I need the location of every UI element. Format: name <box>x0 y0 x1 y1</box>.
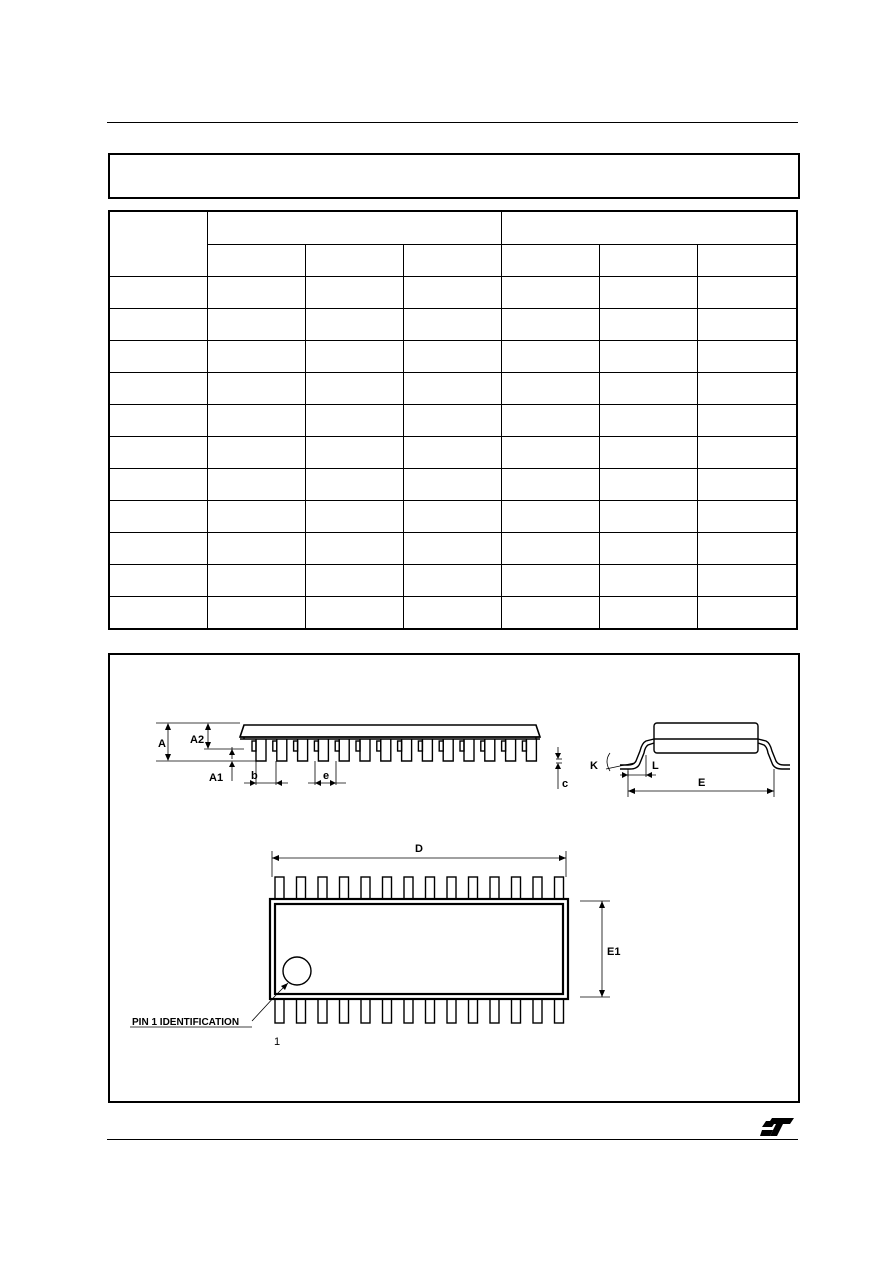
header-cell <box>207 244 305 277</box>
table-row <box>109 277 797 309</box>
table-cell <box>697 597 797 630</box>
header-cell <box>403 244 501 277</box>
dim-label-K: K <box>590 760 598 772</box>
table-cell <box>697 565 797 597</box>
dim-label-A1: A1 <box>209 772 224 784</box>
table-cell <box>109 437 207 469</box>
bottom-pin <box>297 999 306 1023</box>
side-pin <box>485 739 495 761</box>
header-cell <box>599 244 697 277</box>
top-pin <box>404 877 413 899</box>
top-pin <box>469 877 478 899</box>
side-view-pins <box>252 739 536 761</box>
side-pin-shoulder <box>335 741 339 751</box>
top-pin <box>318 877 327 899</box>
header-inch-cell <box>501 211 797 244</box>
table-cell <box>403 437 501 469</box>
table-cell <box>403 533 501 565</box>
table-body <box>109 277 797 630</box>
table-cell <box>305 309 403 341</box>
table-subheader-row <box>109 244 797 277</box>
dim-label-b: b <box>251 770 258 782</box>
side-pin-shoulder <box>252 741 256 751</box>
table-cell <box>403 341 501 373</box>
bottom-pin <box>469 999 478 1023</box>
table-cell <box>305 469 403 501</box>
table-cell <box>697 341 797 373</box>
table-cell <box>207 469 305 501</box>
table-cell <box>599 469 697 501</box>
table-cell <box>109 469 207 501</box>
table-cell <box>403 469 501 501</box>
table-cell <box>501 309 599 341</box>
table-cell <box>599 405 697 437</box>
table-cell <box>403 405 501 437</box>
top-pin <box>275 877 284 899</box>
side-pin-shoulder <box>377 741 381 751</box>
table-cell <box>109 373 207 405</box>
table-cell <box>109 533 207 565</box>
table-cell <box>501 373 599 405</box>
bottom-pin <box>490 999 499 1023</box>
bottom-pin <box>275 999 284 1023</box>
dim-label-e: e <box>323 770 330 782</box>
table-cell <box>305 437 403 469</box>
table-cell <box>109 405 207 437</box>
table-cell <box>207 341 305 373</box>
table-cell <box>207 277 305 309</box>
table-cell <box>599 597 697 630</box>
table-cell <box>697 309 797 341</box>
package-drawing-svg <box>110 655 798 1101</box>
table-cell <box>403 565 501 597</box>
table-cell <box>305 277 403 309</box>
side-pin <box>318 739 328 761</box>
dim-label-L: L <box>652 760 659 772</box>
table-cell <box>697 277 797 309</box>
table-row <box>109 309 797 341</box>
table-cell <box>207 437 305 469</box>
table-cell <box>207 501 305 533</box>
header-cell <box>697 244 797 277</box>
side-pin <box>422 739 432 761</box>
table-cell <box>501 533 599 565</box>
bottom-pin <box>361 999 370 1023</box>
side-pin-shoulder <box>439 741 443 751</box>
table-cell <box>305 565 403 597</box>
top-pin <box>426 877 435 899</box>
bottom-pin <box>383 999 392 1023</box>
side-pin <box>256 739 266 761</box>
bottom-pin <box>318 999 327 1023</box>
table-cell <box>403 597 501 630</box>
package-drawing <box>108 653 800 1103</box>
bottom-pin <box>512 999 521 1023</box>
table-cell <box>599 373 697 405</box>
table-cell <box>599 341 697 373</box>
bottom-pin <box>555 999 564 1023</box>
side-pin-shoulder <box>294 741 298 751</box>
table-cell <box>305 405 403 437</box>
top-pin <box>340 877 349 899</box>
table-row <box>109 341 797 373</box>
dim-label-c: c <box>562 778 569 790</box>
table-header-row <box>109 211 797 244</box>
top-pin <box>383 877 392 899</box>
table-cell <box>403 373 501 405</box>
table-cell <box>697 501 797 533</box>
table-cell <box>109 309 207 341</box>
table-row <box>109 469 797 501</box>
table-cell <box>207 533 305 565</box>
table-cell <box>109 277 207 309</box>
table-cell <box>109 341 207 373</box>
top-pin <box>533 877 542 899</box>
side-pin-shoulder <box>481 741 485 751</box>
top-view-pins <box>275 877 564 899</box>
table-row <box>109 501 797 533</box>
side-pin <box>298 739 308 761</box>
st-logo-icon <box>760 1116 796 1138</box>
table-cell <box>599 501 697 533</box>
table-cell <box>207 597 305 630</box>
side-pin-shoulder <box>502 741 506 751</box>
dim-label-D: D <box>415 843 423 855</box>
table-cell <box>501 341 599 373</box>
table-cell <box>599 565 697 597</box>
table-row <box>109 437 797 469</box>
side-pin <box>506 739 516 761</box>
table-row <box>109 373 797 405</box>
side-pin-shoulder <box>273 741 277 751</box>
side-pin <box>381 739 391 761</box>
table-cell <box>403 277 501 309</box>
table-cell <box>501 277 599 309</box>
table-cell <box>501 597 599 630</box>
table-cell <box>305 597 403 630</box>
side-pin-shoulder <box>356 741 360 751</box>
top-view <box>130 851 610 1027</box>
table-row <box>109 597 797 630</box>
top-pin <box>490 877 499 899</box>
table-cell <box>305 533 403 565</box>
table-cell <box>697 437 797 469</box>
table-cell <box>501 437 599 469</box>
bottom-pin <box>533 999 542 1023</box>
dim-label-E1: E1 <box>607 946 621 958</box>
table-cell <box>109 565 207 597</box>
table-cell <box>697 373 797 405</box>
table-cell <box>305 373 403 405</box>
table-cell <box>599 277 697 309</box>
side-pin <box>277 739 287 761</box>
top-pin <box>512 877 521 899</box>
table-cell <box>599 309 697 341</box>
header-dim-cell <box>109 211 207 277</box>
bottom-view-pins <box>275 999 564 1023</box>
table-cell <box>403 309 501 341</box>
top-pin <box>555 877 564 899</box>
footer-rule <box>107 1139 798 1140</box>
table-cell <box>207 309 305 341</box>
table-cell <box>305 501 403 533</box>
side-pin <box>464 739 474 761</box>
table-cell <box>697 405 797 437</box>
pin1-identification-label: PIN 1 IDENTIFICATION <box>132 1017 240 1028</box>
top-pin <box>447 877 456 899</box>
side-pin <box>443 739 453 761</box>
table-cell <box>501 501 599 533</box>
side-pin <box>360 739 370 761</box>
table-cell <box>207 373 305 405</box>
dim-label-E: E <box>698 777 706 789</box>
side-pin <box>402 739 412 761</box>
table-cell <box>599 533 697 565</box>
table-cell <box>697 533 797 565</box>
side-pin-shoulder <box>522 741 526 751</box>
top-pin <box>361 877 370 899</box>
side-pin-shoulder <box>460 741 464 751</box>
table-cell <box>305 341 403 373</box>
mechanical-data-table <box>108 210 798 630</box>
table-row <box>109 533 797 565</box>
dim-label-A: A <box>158 738 166 750</box>
table-cell <box>109 597 207 630</box>
table-cell <box>403 501 501 533</box>
header-mm-cell <box>207 211 501 244</box>
header-rule <box>107 122 798 123</box>
table-cell <box>207 565 305 597</box>
table-title-box <box>108 153 800 199</box>
pin-number-label: 1 <box>274 1036 281 1048</box>
header-cell <box>305 244 403 277</box>
table-cell <box>697 469 797 501</box>
side-pin-shoulder <box>398 741 402 751</box>
table-cell <box>501 405 599 437</box>
side-pin <box>339 739 349 761</box>
side-pin <box>526 739 536 761</box>
header-cell <box>501 244 599 277</box>
side-pin-shoulder <box>418 741 422 751</box>
bottom-pin <box>426 999 435 1023</box>
table-cell <box>207 405 305 437</box>
table-row <box>109 405 797 437</box>
table-cell <box>501 565 599 597</box>
top-pin <box>297 877 306 899</box>
dim-label-A2: A2 <box>190 734 205 746</box>
table-cell <box>109 501 207 533</box>
bottom-pin <box>404 999 413 1023</box>
bottom-pin <box>447 999 456 1023</box>
side-pin-shoulder <box>314 741 318 751</box>
table-cell <box>501 469 599 501</box>
table-row <box>109 565 797 597</box>
table-cell <box>599 437 697 469</box>
bottom-pin <box>340 999 349 1023</box>
